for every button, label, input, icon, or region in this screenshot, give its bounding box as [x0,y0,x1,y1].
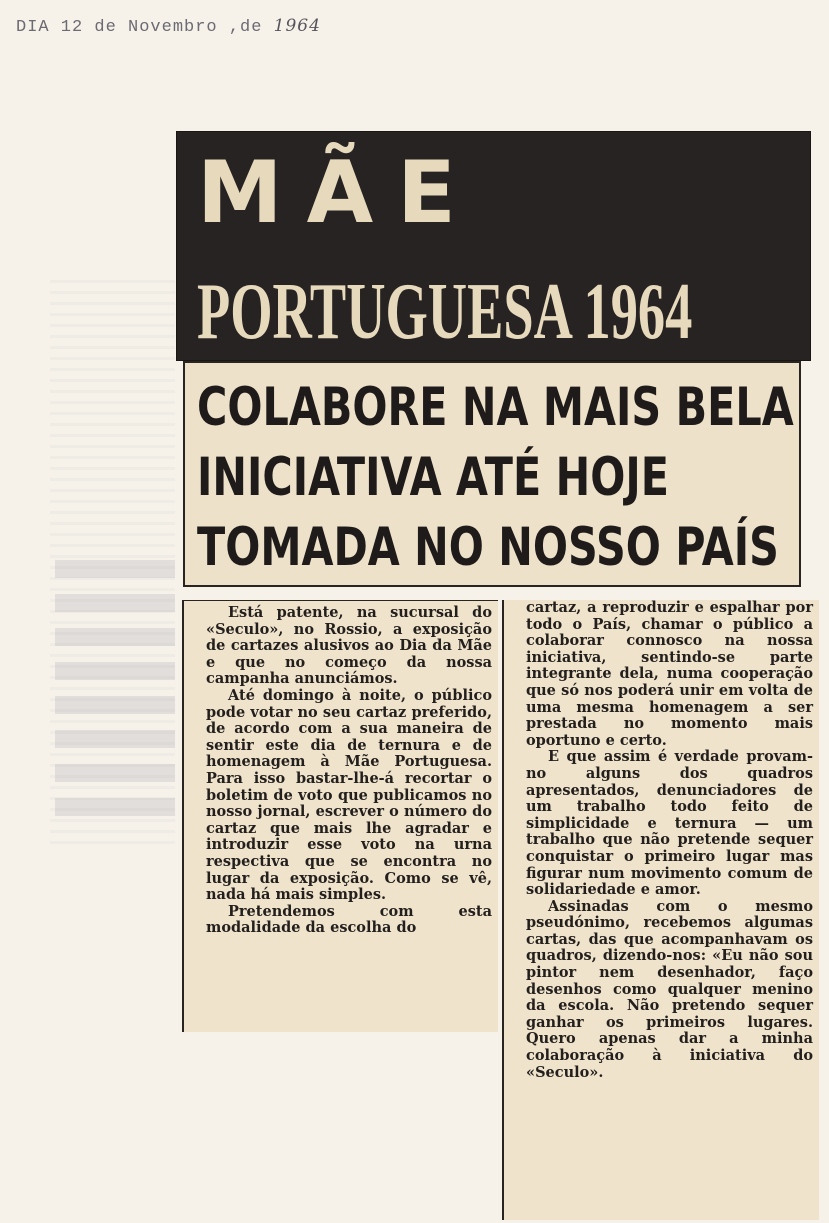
article-paragraph: Até domingo à noite, o público pode votar no seu cartaz preferido, de acordo com a sua maneira de sentir este dia de ternura e de homenagem à Mãe Portuguesa. Para isso bastar-lhe-á recortar o boletim de voto que publicamos no nosso jornal, escrever o número do cartaz que mais lhe agradar e introduzir esse voto na urna respectiva que se encontra no lugar da exposição. Como se vê, nada há mais simples. [206,686,492,904]
masthead-banner [176,131,811,361]
headline-line-3: TOMADA NO NOSSO PAÍS [197,517,779,578]
article-column-right [502,600,819,1220]
date-stamp-label: DIA 12 de Novembro ,de [16,18,274,37]
date-stamp [16,16,321,37]
headline-box [183,361,801,587]
date-stamp-year: 1964 [273,16,321,36]
headline-line-1: COLABORE NA MAIS BELA [197,377,794,438]
article-paragraph: Pretendemos com esta modalidade da escolha do [206,902,492,937]
article-column-left [182,600,498,1032]
masthead-subtitle: PORTUGUESA 1964 [197,268,693,356]
article-paragraph: Assinadas com o mesmo pseudónimo, recebemos algumas cartas, das que acompanhavam os quadros, dizendo-nos: «Eu não sou pintor nem desenhador, faço desenhos como qualquer menino da escola. Não pretendo sequer ganhar os primeiros lugares. Quero apenas dar a minha colaboração à iniciativa do «Seculo». [526,897,813,1081]
article-paragraph: E que assim é verdade provam-no alguns dos quadros apresentados, denunciadores de um trabalho todo feito de simplicidade e ternura — um trabalho que não pretende sequer conquistar o primeiro lugar mas figurar num movimento comum de solidariedade e amor. [526,748,813,899]
article-paragraph: Está patente, na sucursal do «Seculo», no Rossio, a exposição de cartazes alusivos ao Dia da Mãe e que no começo da nossa campanha anunciámos. [206,604,492,688]
article-paragraph: cartaz, a reproduzir e espalhar por todo o País, chamar o público a colaborar connosco na nossa iniciativa, sentindo-se parte integrante dela, numa cooperação que só nos poderá unir em volta de uma mesma homenagem a ser prestada no momento mais oportuno e certo. [526,599,813,749]
headline-line-2: INICIATIVA ATÉ HOJE [197,447,670,508]
bleed-through-headline [55,560,175,820]
masthead-title: MÃE [197,143,480,243]
